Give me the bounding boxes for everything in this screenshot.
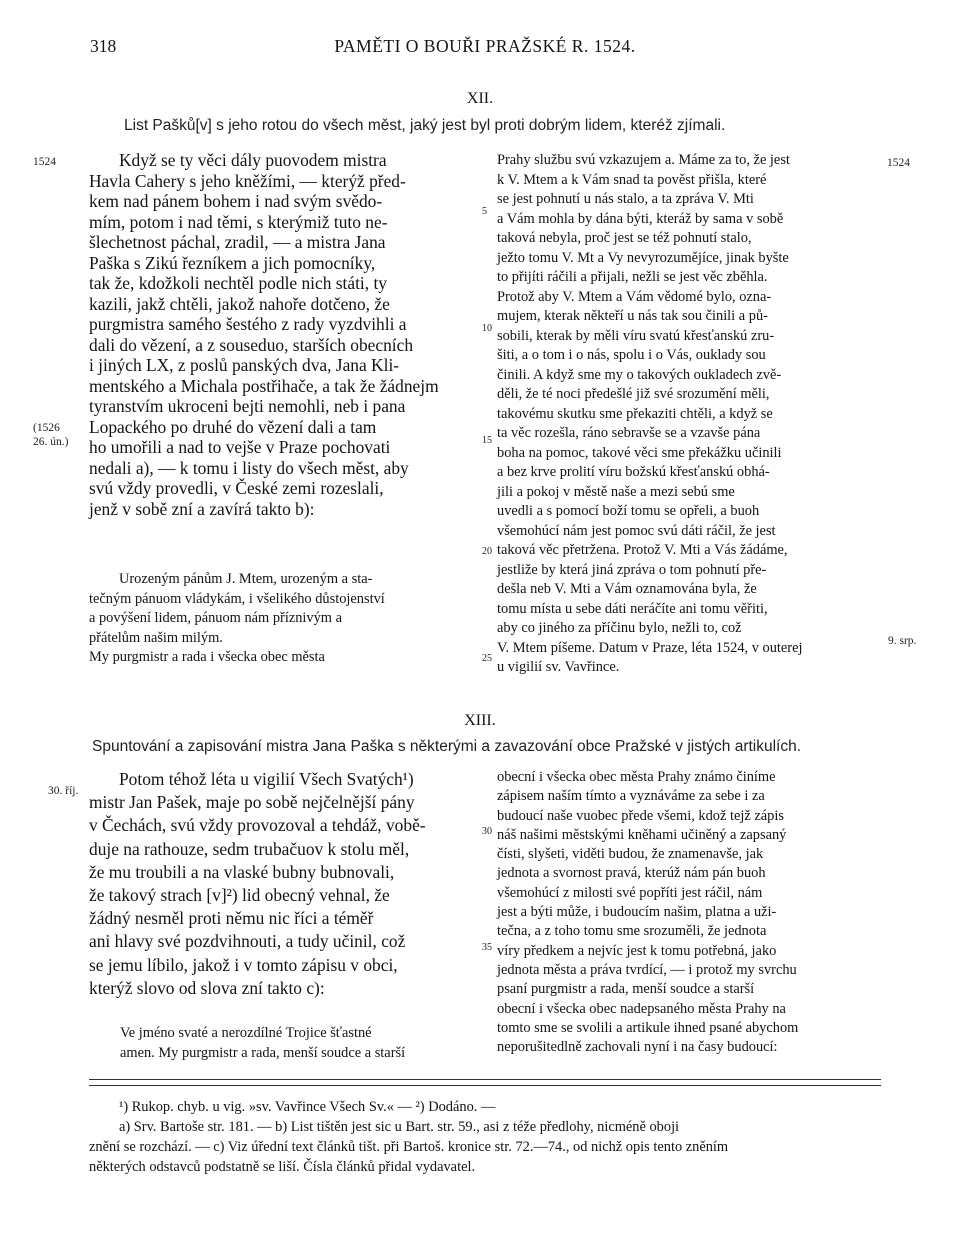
footnote-rule [89,1079,881,1080]
letter-body-column [497,151,802,678]
text-line: tomu místa u sebe dáti neráčíte ani tomu věřiti, [497,600,768,617]
footnote: ¹) Rukop. chyb. u vig. »sv. Vavřince Všech Sv.« — ²) Dodáno. — [119,1099,496,1115]
text-line: se jest pohnutí u nás stalo, a ta zpráva V. Mti [497,191,754,207]
text-line: Paška s Zikú řezníkem a jich pomocníky, [89,252,376,273]
text-line: jenž v sobě zní a zavírá takto b): [89,498,315,519]
text-line: dali do vězení, a z souseduo, starších obecních [89,334,414,355]
text-line: takovému skutku sme překaziti chtěli, a když se [497,405,773,422]
line-number: 10 [482,323,492,334]
margin-year-right: 1524 [887,157,910,169]
text-line: jednota a svornost pravá, kterúž nám pán buoh [497,865,766,882]
text-line: ta věc rozešla, ráno sebravše se a vzavše pána [497,425,761,441]
text-line: svú vždy provedli, v České zemi rozeslali, [89,478,384,498]
text-line: mentského a Michala postřihače, a tak že žádnejm [89,375,439,396]
text-line: Prahy službu svú vzkazujem a. Máme za to, že jest [497,152,790,168]
line-number: 20 [482,546,492,557]
text-line: Havla Cahery s jeho kněžími, — kterýž před- [89,170,406,191]
text-line: Ve jméno svaté a nerozdílné Trojice šťastné [120,1025,372,1041]
text-line: jestliže by která jiná zpráva o tom pohnutí pře- [497,561,767,578]
body-column-left [89,150,439,519]
text-line: Urozeným pánům J. Mtem, urozeným a sta- [119,571,373,587]
text-line: ho umořili a nad to vejše v Praze pochovati [89,437,391,457]
text-line: tečným pánuom vládykám, i všelikého důstojenství [89,590,385,607]
text-line: dešla neb V. Mti a Vám oznamována byla, že [497,581,757,597]
text-line: tak že, kdožkoli nechtěl podle nich státi, ty [89,273,387,293]
text-line: náš našimi městskými kněhami učiněný a zapsaný [497,826,787,843]
text-line: Když se ty věci dály puovodem mistra [119,150,387,170]
text-line: děli, že té noci předešlé již své srozumění měli, [497,386,770,402]
text-line: žádný nesměl proti němu nic říci a téměř [89,908,374,929]
footnote: a) Srv. Bartoše str. 181. — b) List tištěn jest sic u Bart. str. 59., asi z téže předlohy, nicméně oboji [119,1119,680,1135]
text-line: a Vám mohla by dána býti, kteráž by sama v sobě [497,210,784,227]
charter-opening-column [120,1023,405,1063]
text-line: purgmistra samého šestého z rady vyzdvihli a [89,314,407,334]
text-line: všemohúcí nám jest pomoc svú dáti ráčil, že jest [497,522,776,539]
section-number: XII. [466,90,494,107]
text-line: šiti, a o tom i o nás, spolu i o Vás, ouklady sou [497,347,766,363]
text-line: My purgmistr a rada i všecka obec města [89,649,325,665]
section-title: List Pašků[v] s jeho rotou do všech měst, jaký jest byl proti dobrým lidem, kteréž zjímali. [124,117,726,134]
text-line: že takový strach [v]²) lid obecný vehnal, že [89,885,390,906]
text-line: kem nad pánem bohem i nad svým svědo- [89,191,383,211]
text-line: přátelům našim milým. [89,629,223,646]
text-line: víry předkem a nejvíc jest k tomu potřebná, jako [497,942,777,959]
text-line: kterýž slovo od slova zní takto c): [89,977,325,998]
text-line: jest a býti může, i budoucím našim, platna a uži- [497,904,777,921]
footnote: znění se rozchází. — c) Viz úřední text článků tišt. při Bartoš. kronice str. 72.—74., od nichž opis tento zněním [89,1139,729,1155]
page-title: PAMĚTI O BOUŘI PRAŽSKÉ R. 1524. [334,36,636,56]
text-line: sobili, kterak by měli víru svatú křesťanskú zru- [497,327,775,344]
text-line: V. Mtem píšeme. Datum v Praze, léta 1524, v outerej [497,639,803,656]
text-line: tečna, a z toho tomu sme srozuměli, že jednota [497,923,767,940]
line-number: 5 [482,206,487,217]
text-line: nedali a), — k tomu i listy do všech měst, aby [89,457,409,478]
text-line: všemohúcí z milosti své popříti jest ráčil, nám [497,884,763,901]
text-line: že mu troubili a na vlaské bubny bubnovali, [89,861,395,882]
section-number: XIII. [464,712,496,729]
text-line: zápisem naším tímto a vyznáváme za sebe i za [497,788,765,805]
text-line: se jemu líbilo, jakož i v tomto zápisu v obci, [89,954,398,975]
text-line: taková věc přetržena. Protož V. Mti a Vás žádáme, [497,542,788,558]
text-line: duje na rathouze, sedm trubačuov k stolu měl, [89,838,410,859]
line-number: 35 [482,942,492,953]
text-line: k V. Mtem a k Vám snad ta pověst přišla, které [497,171,767,188]
text-line: mistr Jan Pašek, maje po sobě nejčelnější pány [89,792,415,813]
text-line: to přijíti ráčili a přijali, nežli se jest věc zběhla. [497,269,768,285]
text-line: ani hlavy své pozdvihnouti, a tudy učinil, což [89,931,406,952]
text-line: kazili, jakž chtěli, jakož nahoře dotčeno, že [89,293,390,314]
footnote: některých odstavců podstatně se liší. Čísla článků přidal vydavatel. [89,1159,476,1175]
margin-date-right: 9. srp. [888,635,917,647]
margin-date-left-1: (1526 [33,422,60,434]
text-line: mujem, kterak někteří u nás tak sou činili a pů- [497,308,768,324]
text-line: psaní purgmistr a rada, menší soudce a starší [497,981,755,998]
text-line: Protož aby V. Mtem a Vám vědomé bylo, ozna- [497,288,772,305]
text-line: činili. A když sme my o takových oukladech zvě- [497,366,782,383]
body-column-left [89,768,426,1000]
charter-body-column [497,768,798,1057]
footnote-rule [89,1085,881,1086]
text-line: taková nebyla, proč jest se též pohnutí stalo, [497,230,752,246]
text-line: tomto sme se svolili a artikule ihned psané abychom [497,1019,799,1036]
text-line: Potom téhož léta u vigilií Všech Svatých¹) [119,769,414,789]
text-line: čísti, slyšeti, viděti budou, že znamenavše, jak [497,846,764,863]
letter-address-column [89,570,385,668]
text-line: amen. My purgmistr a rada, menší soudce a starší [120,1045,406,1061]
text-line: Lopackého po druhé do vězení dali a tam [89,416,377,437]
margin-date-left: 30. říj. [48,785,79,797]
margin-date-left-2: 26. ún.) [33,436,69,448]
text-line: u vigilií sv. Vavřince. [497,659,620,675]
text-line: tyranstvím ukroceni bejti nemohli, neb i pana [89,396,406,416]
text-line: a bez krve prolití víru božskú křesťanskú obhá- [497,464,770,480]
running-head [90,36,880,60]
text-line: obecní i všecka obec města Prahy známo činíme [497,769,776,785]
text-line: a povýšení lidem, pánuom nám příznivým a [89,610,342,626]
text-line: budoucí naše vuobec přede všemi, kdož tejž zápis [497,807,784,824]
section-title: Spuntování a zapisování mistra Jana Paška s některými a zavazování obce Pražské v jistých artikulích. [92,738,802,755]
text-line: uvedli a s pomocí boží tomu se opřeli, a buoh [497,503,760,519]
text-line: jili a pokoj v městě naše a mezi sebú sme [497,483,735,500]
text-line: i jiných LX, z poslů panských dva, Jana Kli- [89,355,400,375]
line-number: 30 [482,826,492,837]
text-line: neporušitedlně zachovali nyní i na časy budoucí: [497,1039,778,1056]
text-line: v Čechách, svú vždy provozoval a tehdáž, vobě- [89,815,426,836]
line-number: 25 [482,653,492,664]
margin-year-left: 1524 [33,156,56,168]
text-line: jednota města a práva tvrdící, — i protož my svrchu [497,961,797,978]
page-number: 318 [90,36,117,56]
text-line: obecní i všecka obec nadepsaného města Prahy na [497,1000,786,1017]
text-line: boha na pomoc, takové věci sme překážku učinili [497,444,782,461]
text-line: mím, potom i nad těmi, s kterýmiž tuto ne- [89,211,388,232]
text-line: ježto tomu V. Mt a Vy nevyrozumějíce, jinak byšte [497,249,789,266]
line-number: 15 [482,435,492,446]
text-line: aby co jiného za příčinu bylo, nežli to, což [497,620,742,636]
text-line: šlechetnost páchal, zradil, — a mistra Jana [89,232,386,252]
